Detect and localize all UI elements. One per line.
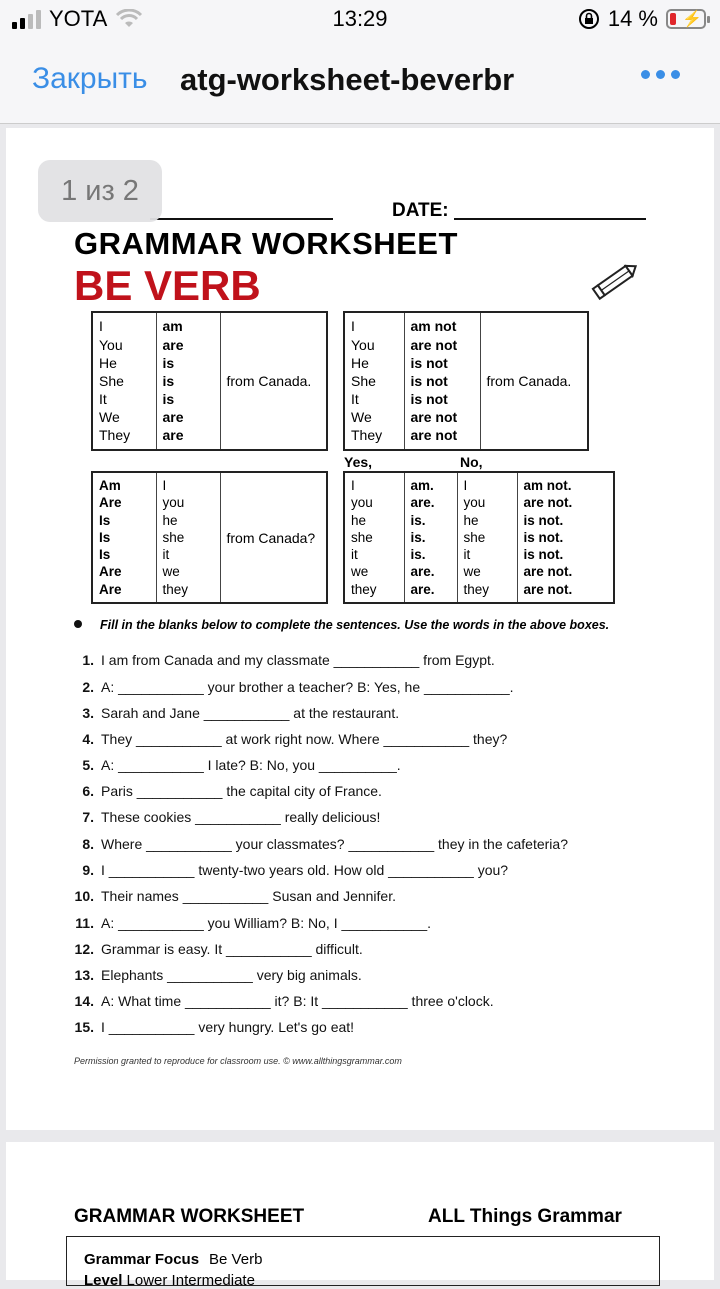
- battery-icon: ⚡: [666, 9, 706, 29]
- question-table: [91, 471, 328, 604]
- sentence: 14. A: What time ___________ it? B: It ___________ three o'clock.: [74, 993, 494, 1009]
- sentence: 13. Elephants ___________ very big animals.: [74, 967, 362, 983]
- sentence: 12. Grammar is easy. It ___________ difficult.: [74, 941, 363, 957]
- page2-title: GRAMMAR WORKSHEET: [74, 1206, 305, 1227]
- instructions: Fill in the blanks below to complete the sentences. Use the words in the above boxes.: [100, 618, 610, 632]
- pronoun-column: I you he she it we they: [162, 477, 189, 597]
- level-row: Level Lower Intermediate: [84, 1272, 255, 1289]
- ending-cell: from Canada.: [226, 373, 312, 389]
- affirmative-table: [91, 311, 328, 451]
- sentence: 11. A: ___________ you William? B: No, I ___________.: [75, 915, 432, 931]
- page2-brand: ALL Things Grammar: [428, 1206, 622, 1227]
- permission-footer: Permission granted to reproduce for classroom use. © www.allthingsgrammar.com: [74, 1056, 402, 1066]
- nav-bar: [0, 40, 720, 124]
- bullet-icon: [74, 620, 82, 628]
- sentence: 15. I ___________ very hungry. Let's go eat!: [74, 1019, 355, 1035]
- pencil-icon: [590, 258, 642, 302]
- close-button[interactable]: Закрыть: [32, 62, 148, 95]
- no-label: No,: [460, 454, 483, 470]
- sentence: 8. Where ___________ your classmates? ___________ they in the cafeteria?: [82, 836, 568, 852]
- sentence: 7. These cookies ___________ really delicious!: [82, 809, 381, 825]
- date-label: DATE:: [392, 200, 449, 221]
- verb-column: am are is is is are are: [162, 318, 184, 444]
- status-right: [578, 6, 706, 32]
- pronoun-column: I You He She It We They: [351, 318, 383, 444]
- battery-percent: 14 %: [607, 6, 658, 31]
- more-options-button[interactable]: [641, 70, 680, 79]
- sentence: 4. They ___________ at work right now. Where ___________ they?: [82, 731, 508, 747]
- yes-verb-column: am. are. is. is. is. are. are.: [410, 477, 435, 597]
- status-bar: [0, 0, 720, 40]
- yes-label: Yes,: [344, 454, 373, 470]
- negative-table: [343, 311, 589, 451]
- page-indicator: 1 из 2: [38, 160, 162, 222]
- pronoun-column: I You He She It We They: [99, 318, 131, 444]
- sentence: 9. I ___________ twenty-two years old. How old ___________ you?: [82, 862, 509, 878]
- yes-pronoun-column: I you he she it we they: [351, 477, 377, 597]
- sentence: 6. Paris ___________ the capital city of France.: [82, 783, 382, 799]
- ending-cell: from Canada?: [226, 529, 316, 546]
- no-pronoun-column: I you he she it we they: [463, 477, 490, 597]
- document-title: atg-worksheet-beverbr: [180, 62, 515, 97]
- date-line: [454, 218, 646, 220]
- no-verb-column: am not. are not. is not. is not. is not. are not. are not.: [523, 477, 573, 597]
- carrier-label: YOTA: [49, 6, 108, 31]
- worksheet-subtitle: BE VERB: [74, 262, 261, 309]
- orientation-lock-icon: [578, 8, 600, 30]
- clock: 13:29: [332, 6, 388, 31]
- sentence: 3. Sarah and Jane ___________ at the restaurant.: [82, 705, 400, 721]
- short-answer-table: [343, 471, 615, 604]
- name-line: [150, 218, 333, 220]
- verb-column: am not are not is not is not is not are not are not: [410, 318, 458, 444]
- sentence: 1. I am from Canada and my classmate ___________ from Egypt.: [82, 652, 495, 668]
- sentence: 5. A: ___________ I late? B: No, you __________.: [82, 757, 401, 773]
- sentence: 2. A: ___________ your brother a teacher? B: Yes, he ___________.: [82, 679, 514, 695]
- worksheet-title: GRAMMAR WORKSHEET: [74, 226, 458, 261]
- ending-cell: from Canada.: [486, 373, 572, 389]
- verb-column: Am Are Is Is Is Are Are: [99, 477, 122, 597]
- grammar-focus-row: Grammar Focus Be Verb: [84, 1251, 263, 1268]
- sentence: 10. Their names ___________ Susan and Jennifer.: [74, 888, 396, 904]
